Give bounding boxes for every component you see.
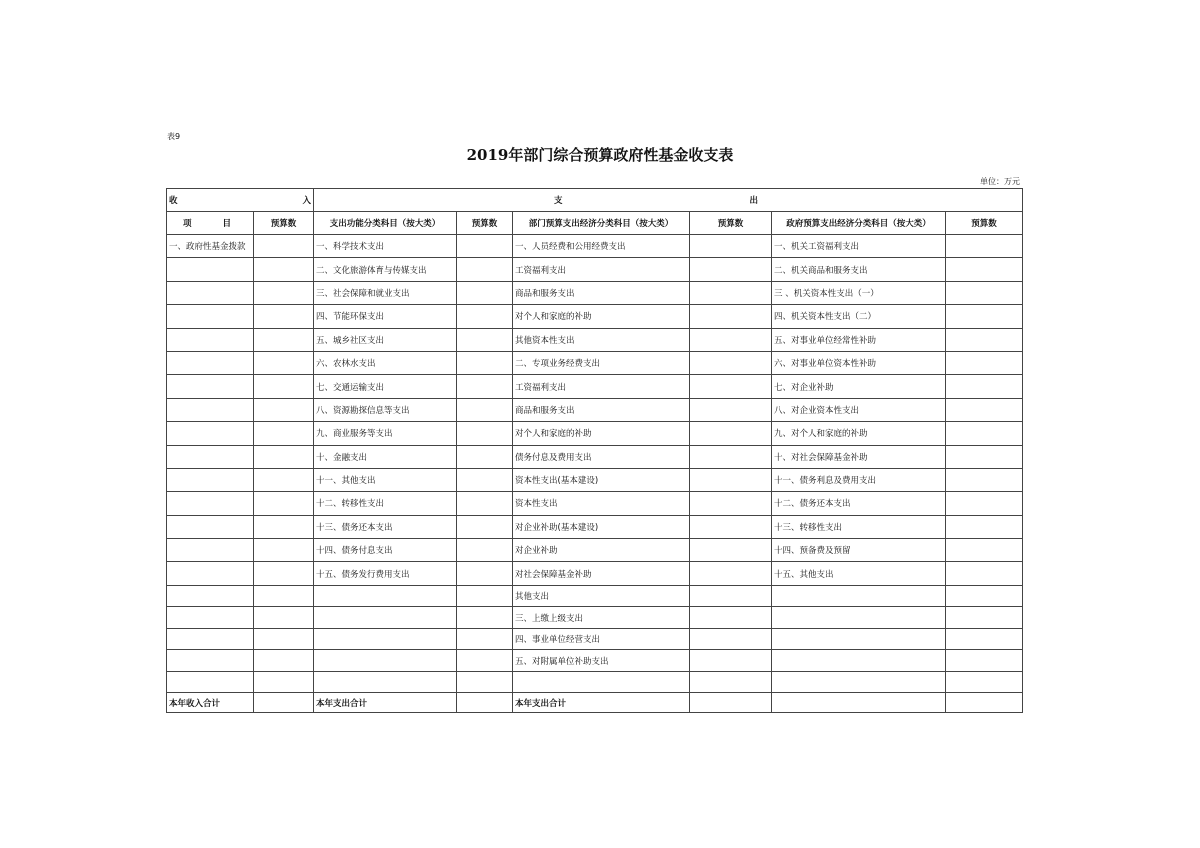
page-title: 2019年部门综合预算政府性基金收支表 bbox=[466, 146, 734, 164]
gov-item-cell: 六、对事业单位资本性补助 bbox=[772, 351, 946, 374]
dept-item-cell: 三、上缴上级支出 bbox=[513, 607, 690, 629]
func-item-cell: 四、节能环保支出 bbox=[314, 305, 457, 328]
func-budget-cell bbox=[457, 628, 513, 650]
dept-item-cell: 四、事业单位经营支出 bbox=[513, 628, 690, 650]
table-row bbox=[167, 585, 1023, 607]
func-budget-cell bbox=[457, 422, 513, 445]
table-row bbox=[167, 258, 1023, 281]
gov-budget-cell bbox=[946, 468, 1023, 491]
func-item-cell: 十五、债务发行费用支出 bbox=[314, 562, 457, 585]
gov-item-cell: 十五、其他支出 bbox=[772, 562, 946, 585]
income-item-cell bbox=[167, 258, 254, 281]
func-item-cell: 三、社会保障和就业支出 bbox=[314, 281, 457, 304]
income-item-cell: 一、政府性基金拨款 bbox=[167, 235, 254, 258]
gov-item-cell: 十四、预备费及预留 bbox=[772, 539, 946, 562]
gov-item-cell: 七、对企业补助 bbox=[772, 375, 946, 398]
dept-item-cell bbox=[513, 671, 690, 693]
income-item-cell bbox=[167, 281, 254, 304]
func-budget-cell bbox=[457, 585, 513, 607]
total-gov-label bbox=[772, 693, 946, 713]
func-item-cell: 六、农林水支出 bbox=[314, 351, 457, 374]
income-budget-cell bbox=[254, 607, 314, 629]
budget-table bbox=[166, 188, 1023, 713]
func-budget-cell bbox=[457, 281, 513, 304]
income-budget-cell bbox=[254, 235, 314, 258]
func-budget-cell bbox=[457, 650, 513, 672]
func-budget-cell bbox=[457, 235, 513, 258]
income-section-char-1: 收 bbox=[169, 196, 178, 206]
header-gov-category: 政府预算支出经济分类科目（按大类） bbox=[772, 212, 946, 235]
gov-item-cell: 十三、转移性支出 bbox=[772, 515, 946, 538]
income-item-cell bbox=[167, 607, 254, 629]
func-item-cell: 十一、其他支出 bbox=[314, 468, 457, 491]
table-row bbox=[167, 515, 1023, 538]
func-budget-cell bbox=[457, 515, 513, 538]
gov-item-cell bbox=[772, 628, 946, 650]
func-budget-cell bbox=[457, 671, 513, 693]
table-row bbox=[167, 351, 1023, 374]
func-item-cell: 十四、债务付息支出 bbox=[314, 539, 457, 562]
table-body bbox=[167, 235, 1023, 693]
dept-budget-cell bbox=[690, 398, 772, 421]
header-func-budget: 预算数 bbox=[457, 212, 513, 235]
gov-budget-cell bbox=[946, 562, 1023, 585]
expense-section-cell bbox=[314, 189, 1023, 212]
func-item-cell: 十二、转移性支出 bbox=[314, 492, 457, 515]
func-item-cell: 九、商业服务等支出 bbox=[314, 422, 457, 445]
table-row bbox=[167, 539, 1023, 562]
gov-budget-cell bbox=[946, 305, 1023, 328]
income-item-cell bbox=[167, 562, 254, 585]
func-item-cell: 一、科学技术支出 bbox=[314, 235, 457, 258]
dept-item-cell: 资本性支出(基本建设) bbox=[513, 468, 690, 491]
income-budget-cell bbox=[254, 398, 314, 421]
func-budget-cell bbox=[457, 305, 513, 328]
income-item-cell bbox=[167, 671, 254, 693]
income-item-cell bbox=[167, 422, 254, 445]
dept-item-cell: 一、人员经费和公用经费支出 bbox=[513, 235, 690, 258]
header-func-category: 支出功能分类科目（按大类） bbox=[314, 212, 457, 235]
income-item-cell bbox=[167, 445, 254, 468]
unit-label: 单位：万元 bbox=[980, 177, 1020, 186]
gov-item-cell: 十二、债务还本支出 bbox=[772, 492, 946, 515]
dept-budget-cell bbox=[690, 585, 772, 607]
func-item-cell: 二、文化旅游体育与传媒支出 bbox=[314, 258, 457, 281]
dept-item-cell: 对企业补助(基本建设) bbox=[513, 515, 690, 538]
gov-budget-cell bbox=[946, 422, 1023, 445]
table-row bbox=[167, 305, 1023, 328]
gov-budget-cell bbox=[946, 328, 1023, 351]
func-item-cell: 十三、债务还本支出 bbox=[314, 515, 457, 538]
gov-budget-cell bbox=[946, 258, 1023, 281]
income-item-cell bbox=[167, 375, 254, 398]
table-row bbox=[167, 468, 1023, 491]
gov-budget-cell bbox=[946, 235, 1023, 258]
dept-budget-cell bbox=[690, 305, 772, 328]
gov-budget-cell bbox=[946, 539, 1023, 562]
income-budget-cell bbox=[254, 562, 314, 585]
table-row bbox=[167, 650, 1023, 672]
gov-budget-cell bbox=[946, 445, 1023, 468]
gov-item-cell: 四、机关资本性支出（二） bbox=[772, 305, 946, 328]
gov-budget-cell bbox=[946, 375, 1023, 398]
income-item-cell bbox=[167, 351, 254, 374]
gov-budget-cell bbox=[946, 281, 1023, 304]
income-budget-cell bbox=[254, 539, 314, 562]
func-budget-cell bbox=[457, 328, 513, 351]
gov-budget-cell bbox=[946, 607, 1023, 629]
income-budget-cell bbox=[254, 281, 314, 304]
table-row bbox=[167, 235, 1023, 258]
income-budget-cell bbox=[254, 515, 314, 538]
column-header-row bbox=[167, 212, 1023, 235]
income-section-cell bbox=[167, 189, 314, 212]
dept-budget-cell bbox=[690, 235, 772, 258]
dept-item-cell: 其他支出 bbox=[513, 585, 690, 607]
gov-budget-cell bbox=[946, 628, 1023, 650]
dept-budget-cell bbox=[690, 258, 772, 281]
header-item bbox=[167, 212, 254, 235]
income-budget-cell bbox=[254, 328, 314, 351]
income-budget-cell bbox=[254, 628, 314, 650]
dept-item-cell: 对社会保障基金补助 bbox=[513, 562, 690, 585]
gov-budget-cell bbox=[946, 398, 1023, 421]
dept-item-cell: 对个人和家庭的补助 bbox=[513, 422, 690, 445]
total-func-label: 本年支出合计 bbox=[314, 693, 457, 713]
dept-budget-cell bbox=[690, 445, 772, 468]
table-row bbox=[167, 375, 1023, 398]
table-row bbox=[167, 562, 1023, 585]
table-row bbox=[167, 398, 1023, 421]
gov-item-cell: 一、机关工资福利支出 bbox=[772, 235, 946, 258]
func-budget-cell bbox=[457, 398, 513, 421]
gov-budget-cell bbox=[946, 585, 1023, 607]
dept-item-cell: 对企业补助 bbox=[513, 539, 690, 562]
table-row bbox=[167, 628, 1023, 650]
dept-item-cell: 工资福利支出 bbox=[513, 375, 690, 398]
dept-item-cell: 商品和服务支出 bbox=[513, 281, 690, 304]
func-item-cell: 五、城乡社区支出 bbox=[314, 328, 457, 351]
income-item-cell bbox=[167, 585, 254, 607]
gov-item-cell: 三 、机关资本性支出（一） bbox=[772, 281, 946, 304]
table-row bbox=[167, 671, 1023, 693]
dept-budget-cell bbox=[690, 492, 772, 515]
dept-item-cell: 资本性支出 bbox=[513, 492, 690, 515]
expense-section-char-1: 支 bbox=[554, 196, 563, 206]
total-gov-value bbox=[946, 693, 1023, 713]
gov-item-cell bbox=[772, 585, 946, 607]
func-budget-cell bbox=[457, 562, 513, 585]
gov-budget-cell bbox=[946, 492, 1023, 515]
dept-budget-cell bbox=[690, 539, 772, 562]
func-item-cell: 七、交通运输支出 bbox=[314, 375, 457, 398]
gov-budget-cell bbox=[946, 650, 1023, 672]
func-budget-cell bbox=[457, 492, 513, 515]
dept-budget-cell bbox=[690, 650, 772, 672]
income-budget-cell bbox=[254, 585, 314, 607]
header-gov-budget: 预算数 bbox=[946, 212, 1023, 235]
income-budget-cell bbox=[254, 492, 314, 515]
dept-budget-cell bbox=[690, 562, 772, 585]
gov-budget-cell bbox=[946, 351, 1023, 374]
income-budget-cell bbox=[254, 445, 314, 468]
func-item-cell bbox=[314, 585, 457, 607]
income-budget-cell bbox=[254, 351, 314, 374]
income-budget-cell bbox=[254, 650, 314, 672]
gov-item-cell bbox=[772, 650, 946, 672]
income-section-char-2: 入 bbox=[302, 196, 311, 206]
func-budget-cell bbox=[457, 468, 513, 491]
gov-budget-cell bbox=[946, 671, 1023, 693]
func-budget-cell bbox=[457, 258, 513, 281]
dept-item-cell: 对个人和家庭的补助 bbox=[513, 305, 690, 328]
income-budget-cell bbox=[254, 468, 314, 491]
dept-item-cell: 五、对附属单位补助支出 bbox=[513, 650, 690, 672]
gov-item-cell: 九、对个人和家庭的补助 bbox=[772, 422, 946, 445]
income-item-cell bbox=[167, 515, 254, 538]
func-budget-cell bbox=[457, 539, 513, 562]
income-budget-cell bbox=[254, 258, 314, 281]
income-item-cell bbox=[167, 305, 254, 328]
func-item-cell bbox=[314, 650, 457, 672]
gov-item-cell: 五、对事业单位经常性补助 bbox=[772, 328, 946, 351]
header-dept-category: 部门预算支出经济分类科目（按大类） bbox=[513, 212, 690, 235]
func-budget-cell bbox=[457, 351, 513, 374]
total-income-label: 本年收入合计 bbox=[167, 693, 254, 713]
dept-budget-cell bbox=[690, 468, 772, 491]
func-budget-cell bbox=[457, 607, 513, 629]
section-band-row bbox=[167, 189, 1023, 212]
dept-item-cell: 债务付息及费用支出 bbox=[513, 445, 690, 468]
income-budget-cell bbox=[254, 422, 314, 445]
gov-item-cell: 十、对社会保障基金补助 bbox=[772, 445, 946, 468]
income-item-cell bbox=[167, 650, 254, 672]
table-row bbox=[167, 445, 1023, 468]
total-dept-label: 本年支出合计 bbox=[513, 693, 690, 713]
total-dept-value bbox=[690, 693, 772, 713]
income-item-cell bbox=[167, 398, 254, 421]
expense-section-char-2: 出 bbox=[749, 196, 759, 206]
gov-budget-cell bbox=[946, 515, 1023, 538]
dept-item-cell: 其他资本性支出 bbox=[513, 328, 690, 351]
dept-budget-cell bbox=[690, 328, 772, 351]
dept-budget-cell bbox=[690, 422, 772, 445]
gov-item-cell: 八、对企业资本性支出 bbox=[772, 398, 946, 421]
func-item-cell: 十、金融支出 bbox=[314, 445, 457, 468]
total-func-value bbox=[457, 693, 513, 713]
dept-budget-cell bbox=[690, 515, 772, 538]
income-item-cell bbox=[167, 468, 254, 491]
gov-item-cell: 十一、债务利息及费用支出 bbox=[772, 468, 946, 491]
table-row bbox=[167, 607, 1023, 629]
dept-budget-cell bbox=[690, 375, 772, 398]
table-row bbox=[167, 492, 1023, 515]
dept-item-cell: 商品和服务支出 bbox=[513, 398, 690, 421]
income-budget-cell bbox=[254, 305, 314, 328]
func-item-cell bbox=[314, 607, 457, 629]
income-item-cell bbox=[167, 539, 254, 562]
table-row bbox=[167, 328, 1023, 351]
gov-item-cell: 二、机关商品和服务支出 bbox=[772, 258, 946, 281]
dept-budget-cell bbox=[690, 351, 772, 374]
dept-budget-cell bbox=[690, 628, 772, 650]
table-id: 表9 bbox=[167, 132, 181, 141]
header-item-char-2: 目 bbox=[222, 219, 231, 229]
totals-row bbox=[167, 693, 1023, 713]
dept-budget-cell bbox=[690, 607, 772, 629]
income-item-cell bbox=[167, 328, 254, 351]
func-item-cell bbox=[314, 628, 457, 650]
gov-item-cell bbox=[772, 671, 946, 693]
header-item-char-1: 项 bbox=[183, 219, 192, 229]
table-row bbox=[167, 422, 1023, 445]
func-item-cell bbox=[314, 671, 457, 693]
table-row bbox=[167, 281, 1023, 304]
header-dept-budget: 预算数 bbox=[690, 212, 772, 235]
income-budget-cell bbox=[254, 671, 314, 693]
func-item-cell: 八、资源勘探信息等支出 bbox=[314, 398, 457, 421]
total-income-value bbox=[254, 693, 314, 713]
income-budget-cell bbox=[254, 375, 314, 398]
dept-item-cell: 工资福利支出 bbox=[513, 258, 690, 281]
func-budget-cell bbox=[457, 375, 513, 398]
header-income-budget: 预算数 bbox=[254, 212, 314, 235]
income-item-cell bbox=[167, 492, 254, 515]
income-item-cell bbox=[167, 628, 254, 650]
dept-item-cell: 二、专项业务经费支出 bbox=[513, 351, 690, 374]
func-budget-cell bbox=[457, 445, 513, 468]
dept-budget-cell bbox=[690, 671, 772, 693]
dept-budget-cell bbox=[690, 281, 772, 304]
gov-item-cell bbox=[772, 607, 946, 629]
